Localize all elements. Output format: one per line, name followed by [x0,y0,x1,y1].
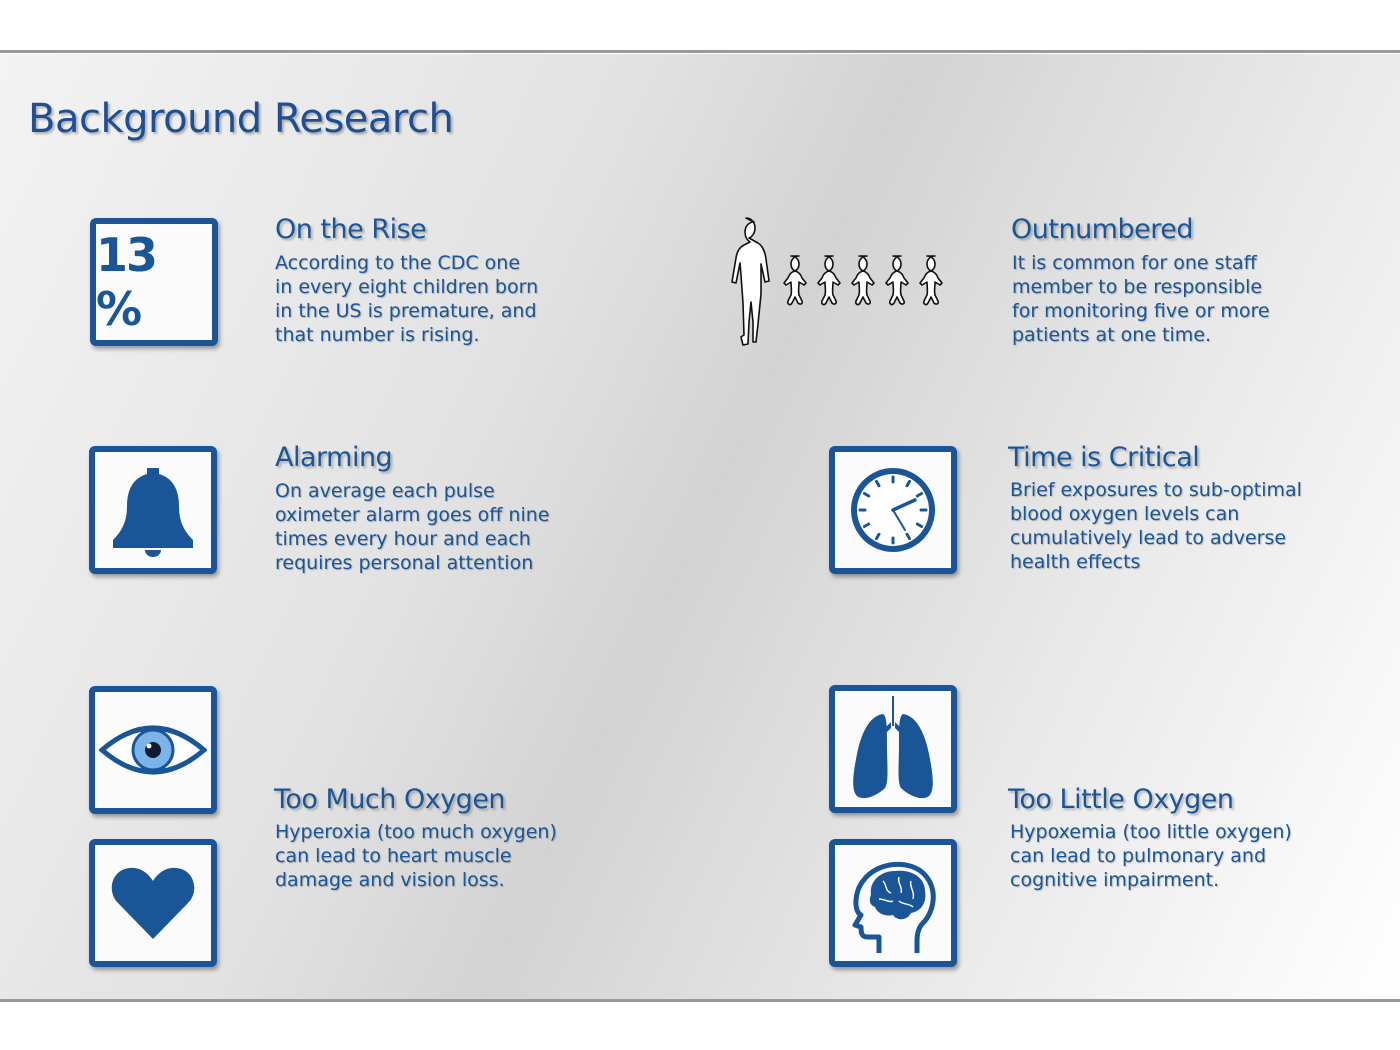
body-line: in the US is premature, and [275,300,537,322]
body-line: cumulatively lead to adverse [1010,527,1287,549]
section-body-time [1010,478,1350,574]
body-line: Brief exposures to sub-optimal [1010,479,1302,501]
body-line: can lead to pulmonary and [1010,845,1267,867]
body-line: blood oxygen levels can [1010,503,1240,525]
bottom-rule [0,999,1400,1002]
top-rule [0,50,1400,53]
bell-icon [89,446,217,574]
section-heading-time: Time is Critical [1008,442,1200,473]
body-line: for monitoring five or more [1012,300,1270,322]
body-line: patients at one time. [1012,324,1212,346]
body-line: that number is rising. [275,324,480,346]
staff-and-infants-icon [722,214,954,360]
body-line: On average each pulse [275,480,495,502]
body-line: damage and vision loss. [275,869,505,891]
body-line: health effects [1010,551,1141,573]
body-line: can lead to heart muscle [275,845,512,867]
section-body-too-little [1010,820,1350,892]
lungs-icon [829,685,957,813]
body-line: Hyperoxia (too much oxygen) [275,821,557,843]
section-heading-too-much: Too Much Oxygen [274,784,506,815]
body-line: member to be responsible [1012,276,1263,298]
body-line: It is common for one staff [1012,252,1257,274]
section-heading-outnumbered: Outnumbered [1011,214,1193,245]
clock-icon [829,446,957,574]
section-body-rise [275,251,605,347]
body-line: oximeter alarm goes off nine [275,504,550,526]
percent-stat-icon [90,218,218,346]
section-heading-alarming: Alarming [275,442,393,473]
heart-icon [89,839,217,967]
section-body-outnumbered [1012,251,1342,347]
body-line: times every hour and each [275,528,531,550]
brain-head-icon [829,839,957,967]
section-body-alarming [275,479,605,575]
body-line: According to the CDC one [275,252,521,274]
eye-icon [89,686,217,814]
body-line: requires personal attention [275,552,534,574]
body-line: Hypoxemia (too little oxygen) [1010,821,1292,843]
section-heading-too-little: Too Little Oxygen [1008,784,1234,815]
body-line: in every eight children born [275,276,539,298]
stat-value: 13 % [96,228,157,336]
section-body-too-much [275,820,615,892]
body-line: cognitive impairment. [1010,869,1220,891]
page-title: Background Research [28,96,454,142]
section-heading-rise: On the Rise [275,214,427,245]
